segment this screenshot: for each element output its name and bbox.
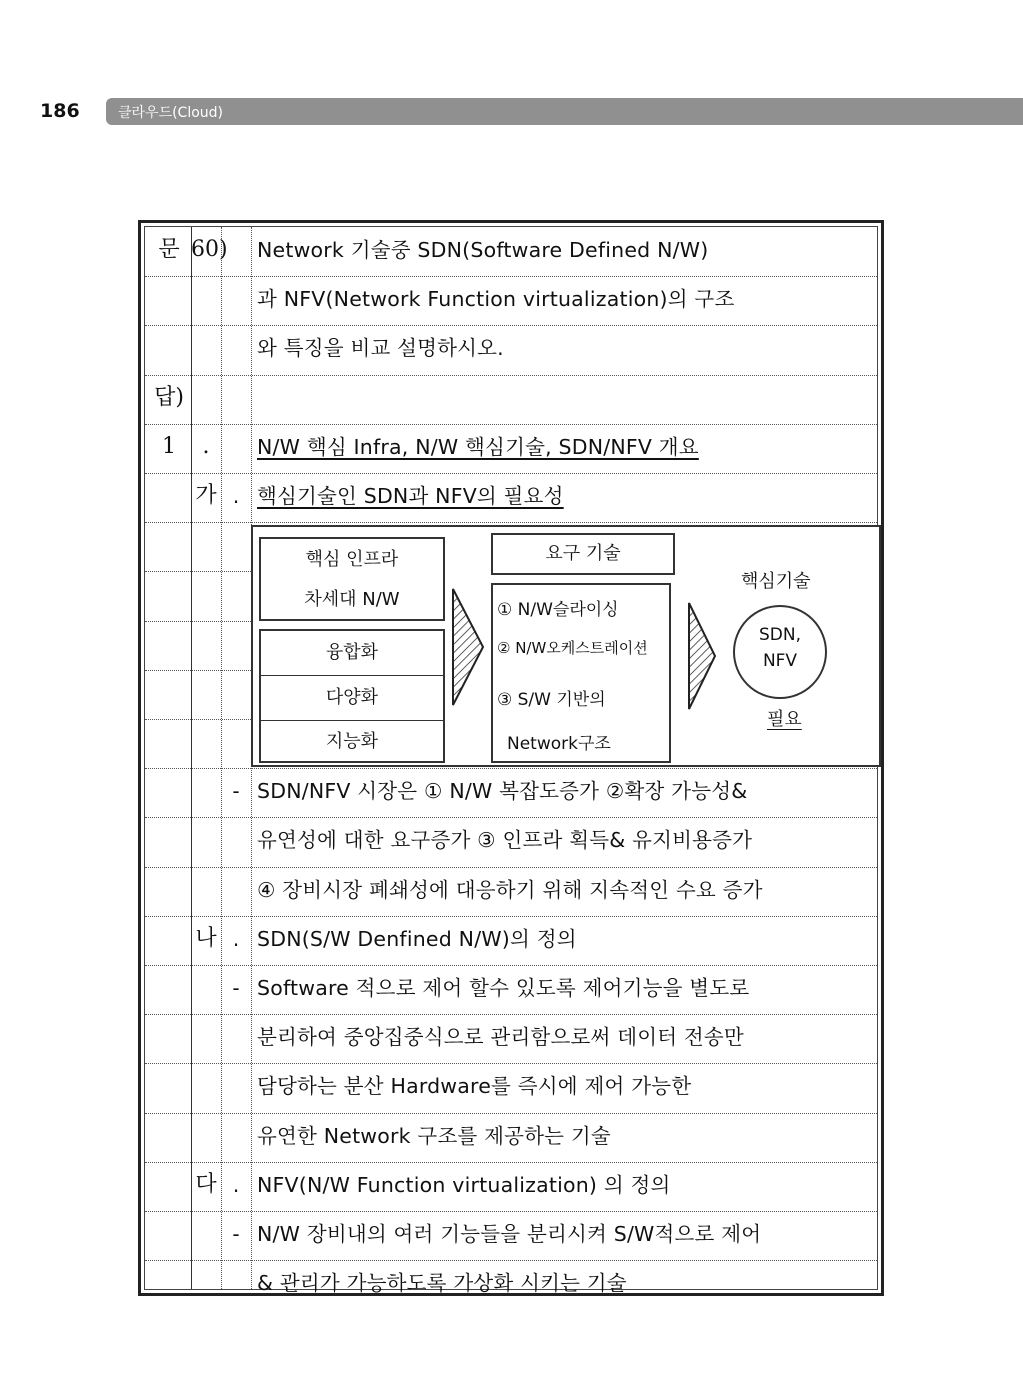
row-subnumber: [191, 375, 221, 421]
row-subnumber: [191, 768, 221, 814]
row-divider: [145, 276, 877, 277]
row-divider: [145, 1113, 877, 1114]
answer-row: [145, 227, 877, 273]
row-text: N/W 장비내의 여러 기능들을 분리시켜 S/W적으로 제어: [257, 1222, 762, 1246]
answer-row: [145, 916, 877, 962]
row-number: [147, 719, 191, 765]
row-subnumber: 가: [195, 483, 217, 508]
page-number: 186: [40, 100, 80, 122]
need-caption: 필요: [767, 709, 802, 730]
answer-row: [145, 817, 877, 863]
row-number: [147, 1211, 191, 1257]
required-tech-list-box: [491, 583, 671, 763]
row-text: N/W 핵심 Infra, N/W 핵심기술, SDN/NFV 개요: [257, 434, 699, 459]
row-mark: -: [232, 1222, 240, 1246]
row-subnumber: [191, 522, 221, 568]
answer-row: [145, 424, 877, 470]
row-number: [147, 571, 191, 617]
core-infra-item: 융합화: [261, 631, 443, 676]
row-divider: [145, 522, 877, 523]
required-tech-item: ② N/W오케스트레이션: [497, 639, 648, 657]
row-text: 유연한 Network 구조를 제공하는 기술: [257, 1123, 611, 1148]
row-mark: [221, 227, 251, 273]
arrow-right-icon: [687, 601, 719, 711]
row-divider: [145, 768, 877, 769]
answer-row: [145, 276, 877, 322]
answer-row: [145, 1113, 877, 1159]
row-text: 유연성에 대한 요구증가 ③ 인프라 획득& 유지비용증가: [257, 828, 753, 853]
row-mark: [221, 621, 251, 667]
row-text: SDN(S/W Denfined N/W)의 정의: [257, 926, 577, 951]
requirement-diagram: [251, 525, 881, 767]
row-text: SDN/NFV 시장은 ① N/W 복잡도증가 ②확장 가능성&: [257, 779, 748, 804]
row-mark: [221, 1113, 251, 1159]
row-number: [147, 1014, 191, 1060]
row-number: [147, 621, 191, 667]
row-subnumber: [191, 670, 221, 716]
section-title: 클라우드(Cloud): [118, 105, 224, 121]
row-subnumber: [191, 325, 221, 371]
row-mark: [221, 571, 251, 617]
row-number: [147, 1260, 191, 1306]
row-text: 과 NFV(Network Function virtualization)의 구조: [257, 287, 735, 312]
row-number: [147, 522, 191, 568]
row-mark: [221, 325, 251, 371]
row-divider: [145, 965, 877, 966]
row-subnumber: [191, 1063, 221, 1109]
row-subnumber: [191, 571, 221, 617]
answer-sheet: [138, 220, 884, 1296]
next-gen-network-label: 차세대 N/W: [304, 589, 400, 610]
row-subnumber: 60): [191, 237, 228, 262]
row-mark: .: [232, 926, 240, 951]
row-number: [147, 965, 191, 1011]
row-mark: [221, 424, 251, 470]
row-subnumber: [191, 1260, 221, 1306]
core-infra-title: 핵심 인프라: [305, 549, 399, 570]
row-divider: [145, 424, 877, 425]
row-number: [147, 670, 191, 716]
row-number: [147, 473, 191, 519]
required-tech-title-box: [491, 533, 675, 575]
row-number: 1: [162, 433, 176, 459]
arrow-right-icon: [451, 587, 487, 707]
answer-row: [145, 1014, 877, 1060]
row-subnumber: [191, 1113, 221, 1159]
answer-row: [145, 473, 877, 519]
answer-row: [145, 965, 877, 1011]
answer-row: [145, 1211, 877, 1257]
row-text: & 관리가 가능하도록 가상화 시키는 기술: [257, 1271, 627, 1296]
row-number: [147, 817, 191, 863]
row-subnumber: 나: [195, 925, 217, 951]
row-mark: [221, 670, 251, 716]
row-subnumber: 다: [195, 1171, 217, 1197]
answer-row: [145, 1063, 877, 1109]
circle-label: NFV: [762, 651, 798, 671]
row-text: Software 적으로 제어 할수 있도록 제어기능을 별도로: [257, 976, 750, 1000]
row-divider: [145, 325, 877, 326]
row-divider: [145, 375, 877, 376]
row-text: 담당하는 분산 Hardware를 즉시에 제어 가능한: [257, 1074, 692, 1099]
row-number: 답): [154, 384, 184, 410]
row-subnumber: [191, 1211, 221, 1257]
row-subnumber: [191, 817, 221, 863]
row-text: 분리하여 중앙집중식으로 관리함으로써 데이터 전송만: [257, 1025, 744, 1050]
answer-row: [145, 375, 877, 421]
row-text: ④ 장비시장 폐쇄성에 대응하기 위해 지속적인 수요 증가: [257, 877, 763, 902]
row-text: 핵심기술인 SDN과 NFV의 필요성: [257, 484, 564, 508]
row-number: [147, 325, 191, 371]
row-divider: [145, 1260, 877, 1261]
row-mark: [221, 1063, 251, 1109]
row-text: NFV(N/W Function virtualization) 의 정의: [257, 1172, 671, 1197]
row-divider: [145, 867, 877, 868]
row-divider: [145, 1162, 877, 1163]
row-mark: [221, 867, 251, 913]
row-divider: [145, 1211, 877, 1212]
row-divider: [145, 1014, 877, 1015]
row-subnumber: [191, 867, 221, 913]
core-tech-title: 핵심기술: [741, 571, 811, 592]
row-text: [257, 375, 873, 421]
row-mark: -: [232, 976, 240, 1000]
required-tech-item: ③ S/W 기반의: [497, 690, 606, 710]
core-infra-item: 다양화: [261, 676, 443, 721]
answer-row: [145, 1260, 877, 1306]
row-mark: -: [232, 779, 240, 804]
sdn-nfv-circle: [733, 605, 827, 699]
row-number: 문: [158, 237, 180, 262]
row-mark: [221, 276, 251, 322]
row-number: [147, 867, 191, 913]
row-mark: [221, 719, 251, 765]
row-divider: [145, 473, 877, 474]
row-text: 와 특징을 비교 설명하시오.: [257, 336, 504, 361]
circle-label: SDN,: [758, 625, 801, 645]
row-subnumber: [191, 621, 221, 667]
answer-row: [145, 867, 877, 913]
section-bar: [106, 98, 1023, 125]
row-number: [147, 768, 191, 814]
row-subnumber: [191, 965, 221, 1011]
row-mark: [221, 1260, 251, 1306]
row-number: [147, 1162, 191, 1208]
row-subnumber: [191, 719, 221, 765]
row-mark: [221, 522, 251, 568]
answer-row: [145, 1162, 877, 1208]
answer-row: [145, 325, 877, 371]
row-subnumber: .: [202, 433, 210, 459]
row-mark: .: [232, 1172, 240, 1197]
row-mark: [221, 817, 251, 863]
row-text: Network 기술중 SDN(Software Defined N/W): [257, 238, 709, 262]
row-number: [147, 1063, 191, 1109]
required-tech-title: 요구 기술: [545, 543, 621, 564]
core-infra-box: [259, 537, 445, 621]
row-divider: [145, 817, 877, 818]
row-number: [147, 276, 191, 322]
row-number: [147, 916, 191, 962]
row-divider: [145, 1063, 877, 1064]
row-mark: .: [232, 484, 240, 508]
answer-sheet-grid: [144, 226, 878, 1296]
core-infra-item: 지능화: [325, 731, 379, 752]
answer-row: [145, 768, 877, 814]
row-number: [147, 1113, 191, 1159]
row-subnumber: [191, 1014, 221, 1060]
core-infra-items-box: [259, 629, 445, 763]
row-mark: [221, 1014, 251, 1060]
row-subnumber: [191, 276, 221, 322]
required-tech-item: Network구조: [507, 734, 611, 754]
required-tech-item: ① N/W슬라이싱: [497, 600, 619, 620]
row-divider: [145, 916, 877, 917]
row-mark: [221, 375, 251, 421]
